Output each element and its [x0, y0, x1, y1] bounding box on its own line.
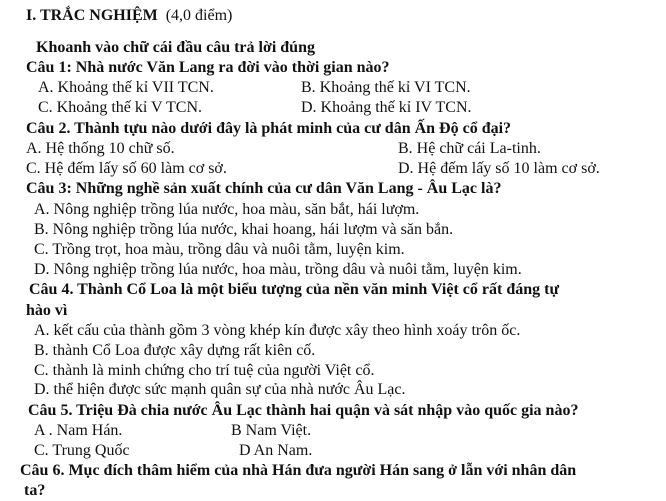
question-2-option-d[interactable]: D. Hệ đếm lấy số 10 làm cơ sở. — [398, 160, 600, 177]
question-4-stem-line-1: Câu 4. Thành Cổ Loa là một biểu tượng của nền văn minh Việt cổ rất đáng tự — [29, 281, 560, 298]
question-5-option-d[interactable]: D An Nam. — [239, 442, 313, 459]
question-6-stem-line-1: Câu 6. Mục đích thâm hiểm của nhà Hán đưa người Hán sang ở lẫn với nhân dân — [20, 462, 577, 479]
question-5-stem: Câu 5. Triệu Đà chia nước Âu Lạc thành hai quận và sát nhập vào quốc gia nào? — [28, 402, 579, 419]
question-2-stem: Câu 2. Thành tựu nào dưới đây là phát minh của cư dân Ấn Độ cổ đại? — [26, 120, 512, 137]
question-4-stem-line-2: hào vì — [26, 302, 68, 319]
question-3-option-c[interactable]: C. Trồng trọt, hoa màu, trồng dâu và nuôi tằm, luyện kim. — [34, 241, 405, 258]
question-6-stem-line-2: ta? — [24, 482, 46, 499]
question-4-option-d[interactable]: D. thể hiện được sức mạnh quân sự của nhà nước Âu Lạc. — [34, 381, 406, 398]
question-2-option-c[interactable]: C. Hệ đếm lấy số 60 làm cơ sở. — [26, 160, 227, 177]
question-4-option-c[interactable]: C. thành là minh chứng cho trí tuệ của người Việt cổ. — [34, 362, 375, 379]
question-3-stem: Câu 3: Những nghề sản xuất chính của cư dân Văn Lang - Âu Lạc là? — [26, 180, 502, 197]
question-1-stem: Câu 1: Nhà nước Văn Lang ra đời vào thời gian nào? — [26, 59, 390, 76]
question-2-option-b[interactable]: B. Hệ chữ cái La-tinh. — [398, 140, 541, 157]
question-4-option-a[interactable]: A. kết cấu của thành gồm 3 vòng khép kín được xây theo hình xoáy trôn ốc. — [34, 322, 521, 339]
question-4-option-b[interactable]: B. thành Cổ Loa được xây dựng rất kiên cố. — [34, 342, 316, 359]
question-1-option-c[interactable]: C. Khoảng thế kỉ V TCN. — [38, 99, 203, 116]
question-3-option-b[interactable]: B. Nông nghiệp trồng lúa nước, khai hoang, hái lượm và săn bắn. — [34, 221, 454, 238]
question-5-option-c[interactable]: C. Trung Quốc — [34, 442, 130, 459]
section-title: I. TRẮC NGHIỆM — [26, 7, 158, 24]
instruction: Khoanh vào chữ cái đầu câu trả lời đúng — [36, 39, 315, 56]
question-5-option-b[interactable]: B Nam Việt. — [231, 422, 312, 439]
question-3-option-a[interactable]: A. Nông nghiệp trồng lúa nước, hoa màu, săn bắt, hái lượm. — [34, 201, 420, 218]
section-points: (4,0 điểm) — [165, 7, 233, 24]
question-2-option-a[interactable]: A. Hệ thống 10 chữ số. — [26, 140, 175, 157]
question-1-option-a[interactable]: A. Khoảng thế kỉ VII TCN. — [38, 79, 214, 96]
question-1-option-b[interactable]: B. Khoảng thế kỉ VI TCN. — [301, 79, 471, 96]
question-1-option-d[interactable]: D. Khoảng thế kỉ IV TCN. — [301, 99, 472, 116]
question-3-option-d[interactable]: D. Nông nghiệp trồng lúa nước, hoa màu, trồng dâu và nuôi tằm, luyện kim. — [34, 261, 522, 278]
question-5-option-a[interactable]: A . Nam Hán. — [34, 422, 123, 439]
section-heading — [26, 6, 232, 26]
